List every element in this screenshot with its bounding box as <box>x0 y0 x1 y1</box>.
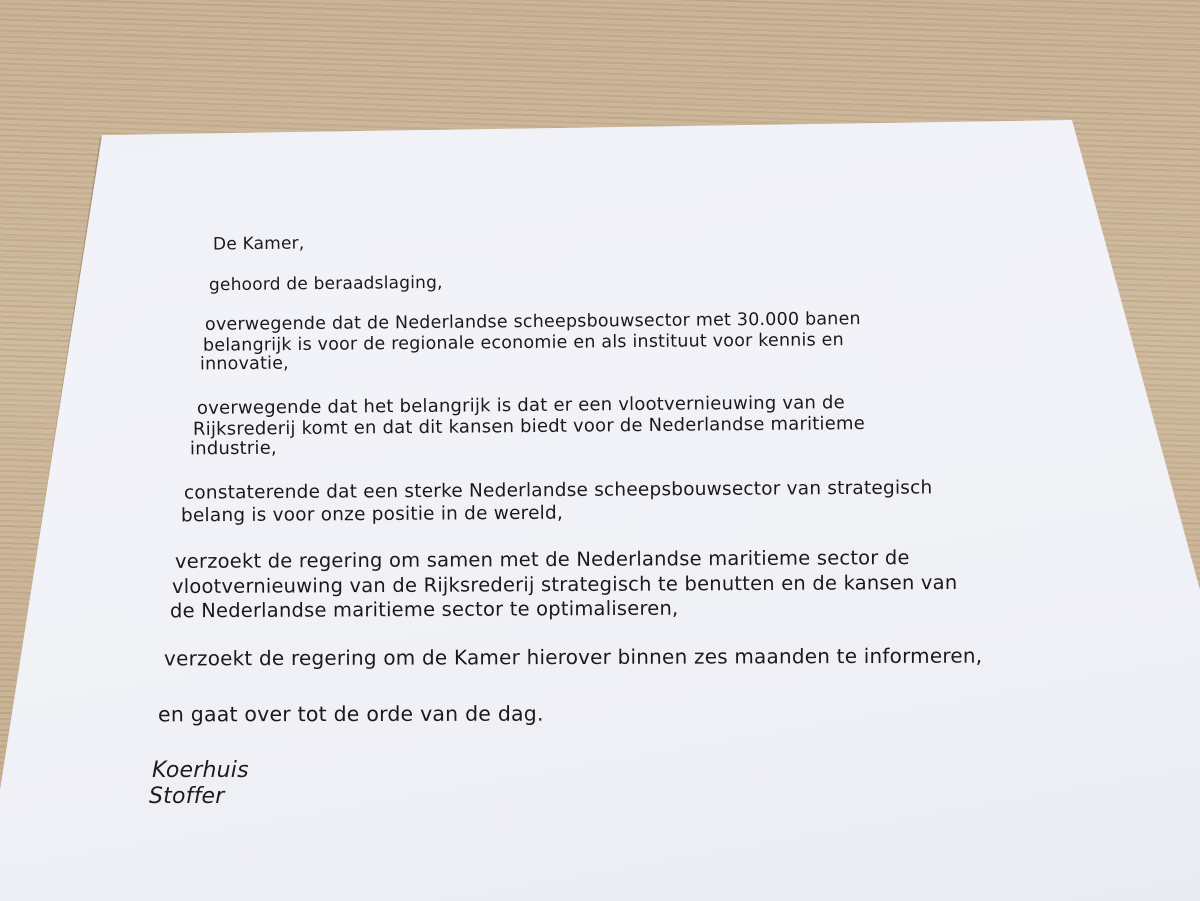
request-2: verzoekt de regering om de Kamer hierover binnen zes maanden te informeren, <box>163 643 983 671</box>
clause-1-line-1: overwegende dat de Nederlandse scheepsbouwsector met 30.000 banen <box>204 309 861 335</box>
clause-2-line-1: overwegende dat het belangrijk is dat er een vlootvernieuwing van de <box>196 392 845 419</box>
request-1-line-1: verzoekt de regering om samen met de Nederlandse maritieme sector de <box>174 546 910 573</box>
clause-1-line-2: belangrijk is voor de regionale economie en als instituut voor kennis en <box>202 330 844 356</box>
signatory-2: Stoffer <box>149 784 225 809</box>
clause-3-line-2: belang is voor onze positie in de wereld, <box>180 502 564 527</box>
clause-2-line-3: industrie, <box>189 437 277 460</box>
request-1-line-2: vlootvernieuwing van de Rijksrederij strategisch te benutten en de kansen van <box>171 570 958 599</box>
request-1-line-3: de Nederlandse maritieme sector te optimaliseren, <box>169 596 679 623</box>
salutation: De Kamer, <box>212 233 305 255</box>
clause-2-line-2: Rijksrederij komt en dat dit kansen biedt voor de Nederlandse maritieme <box>192 413 866 440</box>
signatory-1: Koerhuis <box>152 758 249 783</box>
clause-1-line-3: innovatie, <box>199 353 289 375</box>
closing-line: en gaat over tot de orde van de dag. <box>157 701 544 727</box>
clause-3-line-1: constaterende dat een sterke Nederlandse scheepsbouwsector van strategisch <box>183 477 933 504</box>
heard-line: gehoord de beraadslaging, <box>208 272 443 296</box>
